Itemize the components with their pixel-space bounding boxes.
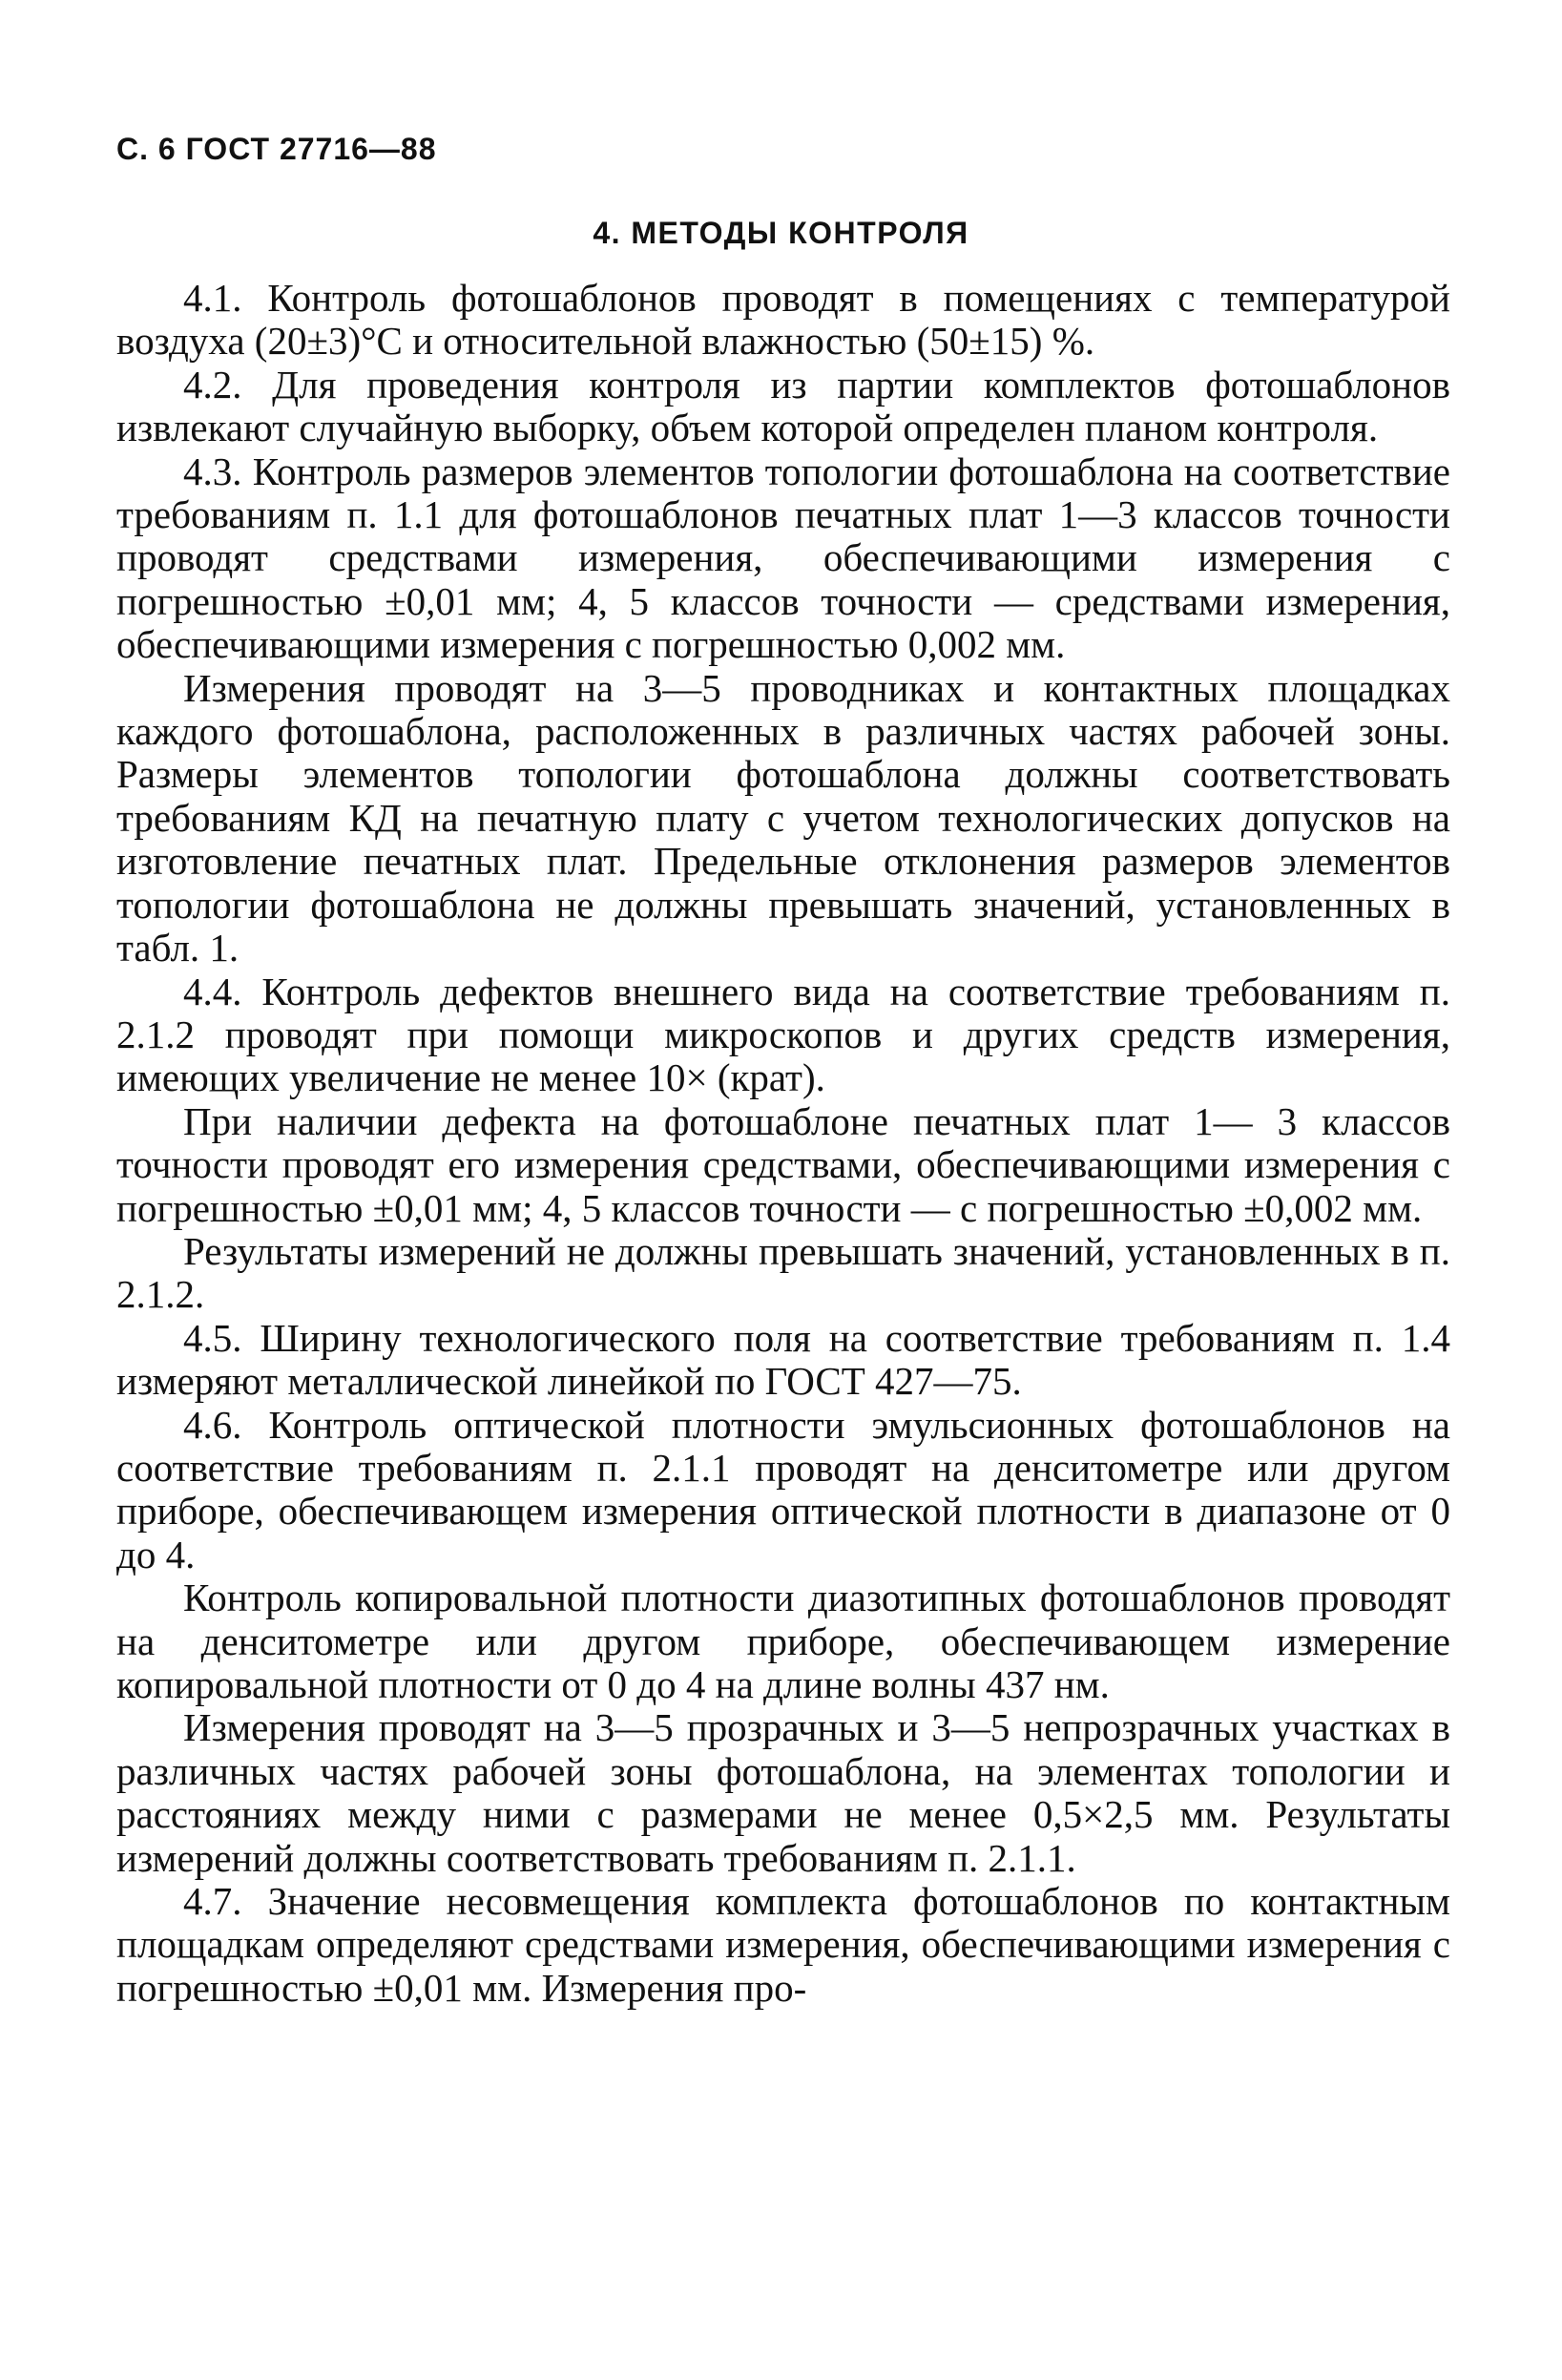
paragraph-4-5: 4.5. Ширину технологического поля на соответствие требованиям п. 1.4 измеряют металлической линейкой по ГОСТ 427—75. (116, 1315, 1450, 1404)
paragraph-4-7: 4.7. Значение несовмещения комплекта фотошаблонов по контактным площадкам определяют средствами измерения, обеспечивающими измерения с погрешностью ±0,01 мм. Измерения про- (116, 1879, 1450, 2010)
paragraph-4-4: 4.4. Контроль дефектов внешнего вида на соответствие требованиям п. 2.1.2 проводят при помощи микроскопов и других средств измерения, имеющих увеличение не менее 10× (крат). (116, 969, 1450, 1100)
paragraph-4-4-defects: При наличии дефекта на фотошаблоне печатных плат 1— 3 классов точности проводят его измерения средствами, обеспечивающими измерения с погрешностью ±0,01 мм; 4, 5 классов точности — с погрешностью ±0,002 мм. (116, 1098, 1450, 1230)
section-title: 4. МЕТОДЫ КОНТРОЛЯ (593, 216, 969, 250)
paragraph-4-4-results: Результаты измерений не должны превышать значений, установленных в п. 2.1.2. (116, 1228, 1450, 1317)
running-head: С. 6 ГОСТ 27716—88 (116, 132, 437, 166)
paragraph-4-6-measurements: Измерения проводят на 3—5 прозрачных и 3—5 непрозрачных участках в различных частях рабочей зоны фотошаблона, на элементах топологии и расстояниях между ними с размерами не менее 0,5×2,5 мм. Результаты измерений должны соответствовать требованиям п. 2.1.1. (116, 1705, 1450, 1880)
paragraph-4-3: 4.3. Контроль размеров элементов топологии фотошаблона на соответствие требованиям п. 1.1 для фотошаблонов печатных плат 1—3 классов точности проводят средствами измерения, обеспечивающими измерения с погрешностью ±0,01 мм; 4, 5 классов точности — средствами измерения, обеспечивающими измерения с погрешностью 0,002 мм. (116, 449, 1450, 667)
paragraph-4-2: 4.2. Для проведения контроля из партии комплектов фотошаблонов извлекают случайную выборку, объем которой определен планом контроля. (116, 362, 1450, 450)
paragraph-4-1: 4.1. Контроль фотошаблонов проводят в помещениях с температурой воздуха (20±3)°С и относительной влажностью (50±15) %. (116, 276, 1450, 364)
paragraph-4-6: 4.6. Контроль оптической плотности эмульсионных фотошаблонов на соответствие требованиям п. 2.1.1 проводят на денситометре или другом приборе, обеспечивающем измерения оптической плотности в диапазоне от 0 до 4. (116, 1402, 1450, 1576)
paragraph-4-6-copy-density: Контроль копировальной плотности диазотипных фотошаблонов проводят на денситометре или другом приборе, обеспечивающем измерение копировальной плотности от 0 до 4 на длине волны 437 нм. (116, 1576, 1450, 1706)
body-text (116, 277, 1450, 2010)
paragraph-4-3-measurements: Измерения проводят на 3—5 проводниках и контактных площадках каждого фотошаблона, расположенных в различных частях рабочей зоны. Размеры элементов топологии фотошаблона должны соответствовать требованиям КД на печатную плату с учетом технологических допусков на изготовление печатных плат. Предельные отклонения размеров элементов топологии фотошаблона не должны превышать значений, установленных в табл. 1. (116, 665, 1450, 971)
